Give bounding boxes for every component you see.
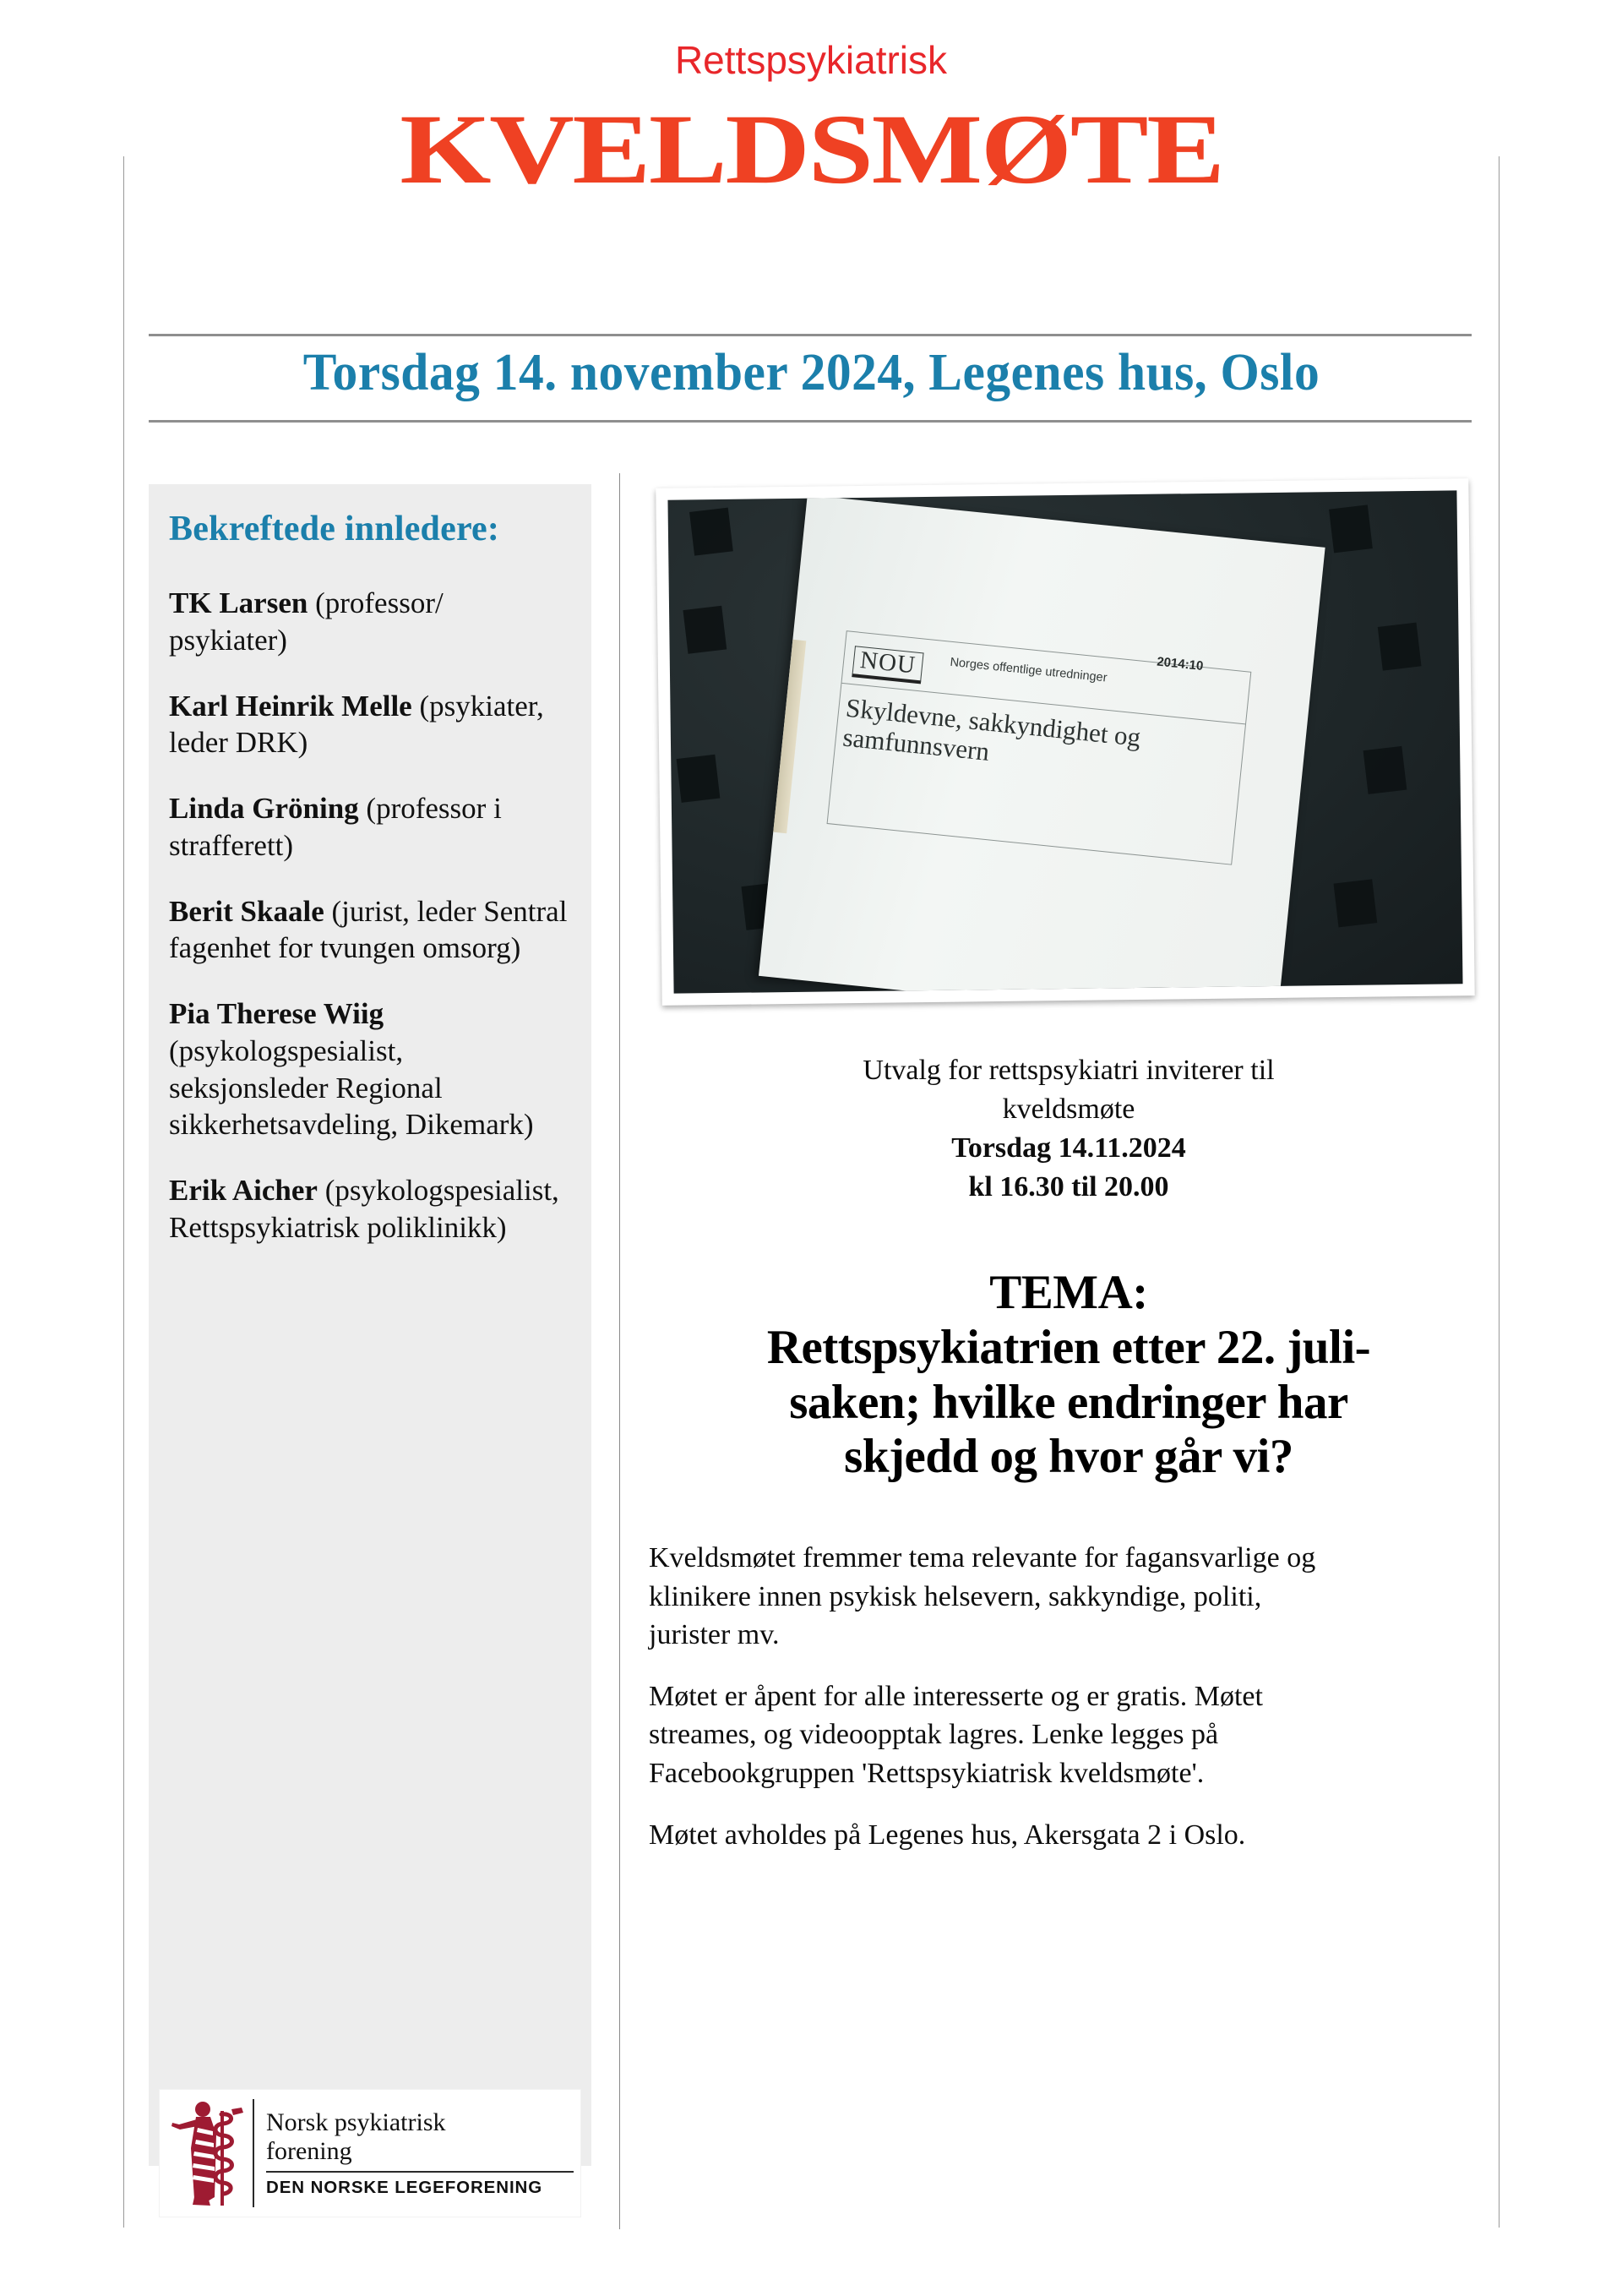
page-frame-right-rule — [1499, 156, 1500, 2228]
speaker-name: Erik Aicher — [169, 1174, 318, 1208]
speaker-role: (professor/ psykiater) — [169, 586, 444, 657]
nou-booklet — [759, 495, 1325, 994]
invitation-time: kl 16.30 til 20.00 — [968, 1170, 1169, 1203]
theme-line-1: Rettspsykiatrien etter 22. juli- — [766, 1320, 1371, 1374]
speakers-heading: Bekreftede innledere: — [169, 510, 500, 548]
speaker-item — [169, 893, 568, 968]
nou-report-cover-photo — [667, 490, 1462, 993]
asclepius-figure-icon — [166, 2095, 248, 2211]
speaker-name: Pia Therese Wiig — [169, 997, 384, 1031]
description-paragraph: Kveldsmøtet fremmer tema relevante for fagansvarlige og klinikere innen psykisk helsevern, sakkyndige, politi, jurister mv. — [649, 1542, 1316, 1650]
theme-line-2: saken; hvilke endringer har — [789, 1375, 1348, 1429]
invitation-date: Torsdag 14.11.2024 — [951, 1132, 1186, 1164]
speaker-role: (psykologspesialist, Rettspsykiatrisk poliklinikk) — [169, 1174, 559, 1244]
speaker-role: (jurist, leder Sentral fagenhet for tvungen omsorg) — [169, 894, 568, 965]
logo-name-line2: forening — [266, 2137, 352, 2165]
nou-publisher-text: Norges offentlige utredninger — [949, 655, 1108, 685]
description-text — [649, 1539, 1325, 1854]
speaker-item — [169, 995, 568, 1143]
description-paragraph: Møtet er åpent for alle interesserte og er gratis. Møtet streames, og videoopptak lagres. Lenke legges på Facebookgruppen 'Rettspsykiatrisk kveldsmøte'. — [649, 1681, 1263, 1789]
speaker-role: (professor i strafferett) — [169, 792, 502, 862]
invitation-block — [642, 1051, 1495, 1207]
speakers-sidebar — [149, 484, 591, 2166]
speaker-name: Karl Heinrik Melle — [169, 689, 412, 723]
speaker-name: Berit Skaale — [169, 894, 324, 928]
speaker-name: TK Larsen — [169, 586, 308, 620]
speaker-name: Linda Gröning — [169, 792, 359, 826]
nou-year-number: 2014:10 — [1156, 654, 1204, 674]
speaker-role: (psykologspesialist, seksjonsleder Regional sikkerhetsavdeling, Dikemark) — [169, 1033, 534, 1142]
nou-logo-tag: NOU — [852, 646, 923, 684]
page-frame-left-rule — [123, 156, 124, 2228]
logo-divider — [253, 2099, 254, 2207]
speaker-role: (psykiater, leder DRK) — [169, 689, 544, 760]
main-content-column — [642, 473, 1495, 1854]
page-title: KVELDSMØTE — [400, 94, 1223, 205]
logo-name-line1: Norsk psykiatrisk — [266, 2108, 446, 2137]
organization-logo — [159, 2089, 581, 2217]
nou-report-title: Skyldevne, sakkyndighet og samfunnsvern — [841, 692, 1142, 766]
nou-report-photo-frame — [656, 478, 1474, 1006]
speaker-item — [169, 585, 568, 659]
event-date-location: Torsdag 14. november 2024, Legenes hus, Oslo — [302, 344, 1320, 401]
logo-subtitle: DEN NORSKE LEGEFORENING — [266, 2177, 543, 2197]
invitation-line-1: Utvalg for rettspsykiatri inviterer til — [863, 1055, 1275, 1086]
description-paragraph: Møtet avholdes på Legenes hus, Akersgata 2 i Oslo. — [649, 1819, 1246, 1851]
speaker-item — [169, 1172, 568, 1246]
theme-label: TEMA: — [989, 1265, 1148, 1319]
speaker-item — [169, 688, 568, 762]
date-rule-bottom — [149, 420, 1472, 423]
masthead-eyebrow: Rettspsykiatrisk — [674, 38, 948, 82]
date-rule-top — [149, 334, 1472, 336]
invitation-line-2: kveldsmøte — [1002, 1093, 1135, 1125]
theme-line-3: skjedd og hvor går vi? — [844, 1430, 1293, 1484]
logo-underline — [266, 2171, 574, 2173]
column-divider — [619, 473, 620, 2229]
booklet-spine — [773, 640, 806, 833]
speaker-item — [169, 790, 568, 864]
logo-wordmark — [266, 2108, 574, 2197]
theme-heading — [642, 1266, 1495, 1486]
